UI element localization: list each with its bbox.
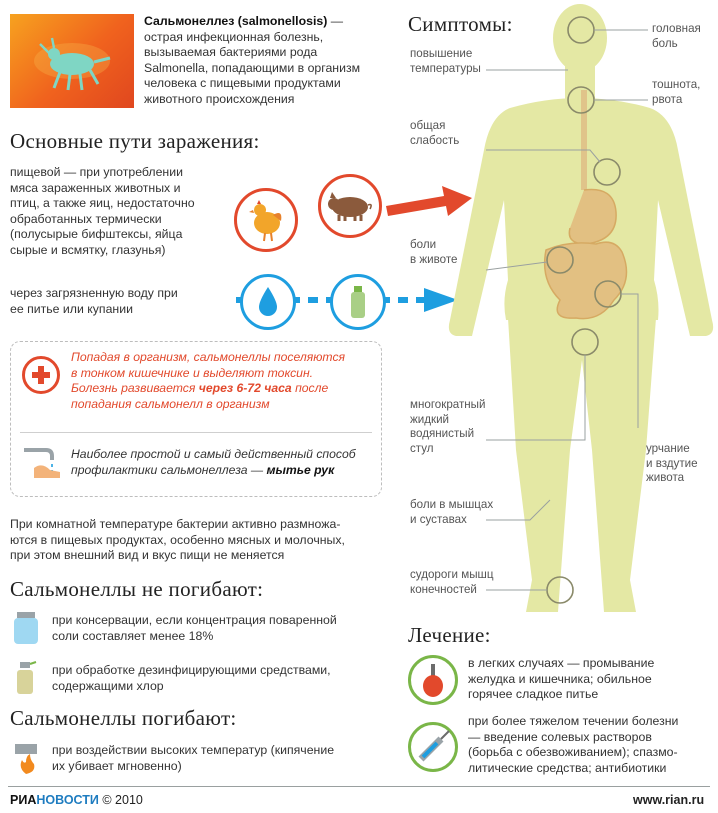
symptom-bloating: урчание и вздутие живота — [646, 442, 698, 484]
chicken-icon — [234, 188, 298, 252]
fire-pan-icon — [12, 740, 42, 776]
hand-wash-icon — [20, 444, 66, 484]
water-drop-icon — [240, 274, 296, 330]
symptom-muscle-pain: боли в мышцах и суставах — [410, 498, 494, 526]
routes-heading: Основные пути заражения: — [10, 129, 260, 153]
syringe-icon — [408, 722, 458, 772]
hand-wash-text: Наиболее простой и самый действенный способ профилактики сальмонеллеза — мытье рук — [71, 447, 356, 477]
symptom-abdominal-pain: боли в животе — [410, 238, 458, 266]
footer-site-link[interactable]: www.rian.ru — [633, 793, 705, 807]
die-heading: Сальмонеллы погибают: — [10, 706, 237, 730]
room-temp-text: При комнатной температуре бактерии активно размножа- ются в пищевых продуктах, особенно мясных и молочных, при этом внешний вид и вкус пищи не меняется — [10, 517, 345, 562]
medical-cross-icon — [22, 356, 60, 394]
footer-divider — [8, 786, 710, 787]
enema-bulb-icon — [408, 655, 458, 705]
info-box-divider — [20, 432, 372, 433]
bacterium-icon — [10, 14, 134, 108]
header-title: Сальмонеллез (salmonellosis) — [144, 14, 328, 28]
survive-heading: Сальмонеллы не погибают: — [10, 577, 264, 601]
symptom-diarrhea: многократный жидкий водянистый стул — [410, 398, 486, 455]
symptom-weakness: общая слабость — [410, 119, 460, 147]
water-route-text: через загрязненную воду при ее питье или купании — [10, 286, 178, 316]
pig-icon — [318, 174, 382, 238]
jar-icon — [12, 610, 40, 646]
symptom-fever: повышение температуры — [410, 47, 481, 75]
bottle-icon — [330, 274, 386, 330]
survive-item-1: при консервации, если концентрация поваренной соли составляет менее 18% — [52, 613, 337, 643]
spray-icon — [12, 660, 40, 696]
treatment-heading: Лечение: — [408, 623, 491, 647]
symptom-nausea: тошнота, рвота — [652, 78, 701, 106]
symptom-headache: головная боль — [652, 22, 701, 50]
survive-item-2: при обработке дезинфицирующими средствами, содержащими хлор — [52, 663, 331, 693]
symptoms-heading: Симптомы: — [408, 12, 513, 36]
footer-logo: РИАНОВОСТИ © 2010 — [10, 793, 143, 807]
header-text: Сальмонеллез (salmonellosis) — острая инфекционная болезнь, вызываемая бактериями рода Salmonella, попадающими в организм человека с пищевыми продуктами животного происхождения — [144, 14, 361, 106]
food-route-text: пищевой — при употреблении мяса зараженных животных и птиц, а также яиц, недостаточно обработанных термически (полусырые бифштексы, яйца сырые и всмятку, глазунья) — [10, 165, 195, 257]
symptom-cramps: судороги мышц конечностей — [410, 568, 494, 596]
infection-info-text: Попадая в организм, сальмонеллы поселяются в тонком кишечнике и выделяют токсин. Болезнь развивается через 6-72 часа после попадания сальмонелл в организм — [71, 350, 346, 411]
treatment-item-1: в легких случаях — промывание желудка и кишечника; обильное горячее сладкое питье — [468, 656, 655, 701]
die-item-1: при воздействии высоких температур (кипячение их убивает мгновенно) — [52, 743, 335, 773]
treatment-item-2: при более тяжелом течении болезни — введение солевых растворов (борьба с обезвоживанием); спазмо- литические средства; антибиотики — [468, 714, 679, 775]
header-illustration — [10, 14, 134, 108]
